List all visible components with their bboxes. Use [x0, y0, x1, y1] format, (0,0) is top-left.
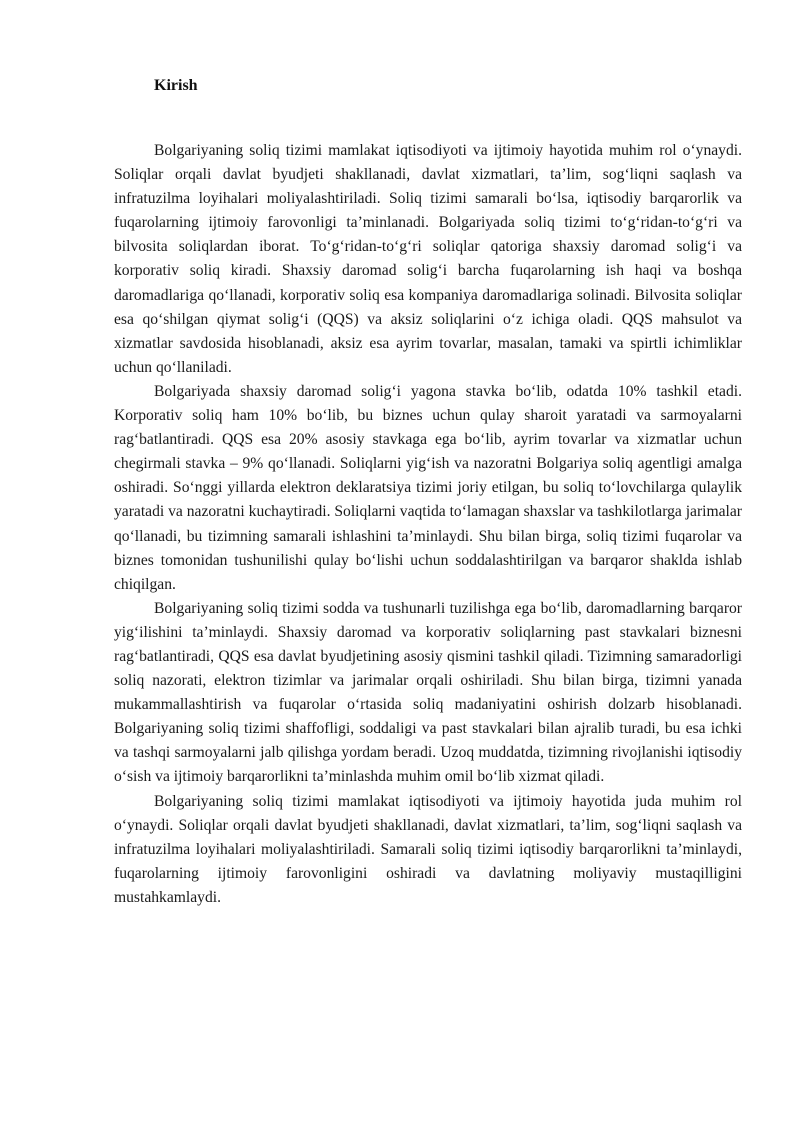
paragraph-4: Bolgariyaning soliq tizimi mamlakat iqtisodiyoti va ijtimoiy hayotida juda muhim rol o‘ynaydi. Soliqlar orqali davlat byudjeti shakllanadi, davlat xizmatlari, ta’lim, sog‘liqni saqlash va infratuzilma loyihalari moliyalashtiriladi. Samarali soliq tizimi iqtisodiy barqarorlikni ta’minlaydi, fuqarolarning ijtimoiy farovonligini oshiradi va davlatning moliyaviy mustaqilligini mustahkamlaydi. — [114, 792, 742, 906]
heading-spacer — [114, 98, 742, 139]
document-body — [114, 74, 742, 910]
paragraph-3: Bolgariyaning soliq tizimi sodda va tushunarli tuzilishga ega bo‘lib, daromadlarning barqaror yig‘ilishini ta’minlaydi. Shaxsiy daromad va korporativ soliqlarning past stavkalari biznesni rag‘batlantiradi, QQS esa davlat byudjetining asosiy qismini tashkil qiladi. Tizimning samaradorligi soliq nazorati, elektron tizimlar va jarimalar orqali oshiriladi. Shu bilan birga, tizimni yanada mukammallashtirish va fuqarolar o‘rtasida soliq madaniyatini oshirish dolzarb hisoblanadi. Bolgariyaning soliq tizimi shaffofligi, soddaligi va past stavkalari bilan ajralib turadi, bu esa ichki va tashqi sarmoyalarni jalb qilishga yordam beradi. Uzoq muddatda, tizimning rivojlanishi iqtisodiy o‘sish va ijtimoiy barqarorlikni ta’minlashda muhim omil bo‘lib xizmat qiladi. — [114, 599, 742, 786]
section-heading: Kirish — [154, 77, 198, 94]
paragraph-2: Bolgariyada shaxsiy daromad solig‘i yagona stavka bo‘lib, odatda 10% tashkil etadi. Korporativ soliq ham 10% bo‘lib, bu biznes uchun qulay sharoit yaratadi va sarmoyalarni rag‘batlantiradi. QQS esa 20% asosiy stavkaga ega bo‘lib, ayrim tovarlar va xizmatlar uchun chegirmali stavka – 9% qo‘llanadi. Soliqlarni yig‘ish va nazoratni Bolgariya soliq agentligi amalga oshiradi. So‘nggi yillarda elektron deklaratsiya tizimi joriy etilgan, bu soliq to‘lovchilarga qulaylik yaratadi va nazoratni kuchaytiradi. Soliqlarni vaqtida to‘lamagan shaxslar va tashkilotlarga jarimalar qo‘llanadi, bu tizimning samarali ishlashini ta’minlaydi. Shu bilan birga, soliq tizimi fuqarolar va biznes tomonidan tushunilishi qulay bo‘lishi uchun soddalashtirilgan va barqaror shaklda ishlab chiqilgan. — [114, 382, 742, 593]
paragraph-1: Bolgariyaning soliq tizimi mamlakat iqtisodiyoti va ijtimoiy hayotida muhim rol o‘ynaydi. Soliqlar orqali davlat byudjeti shakllanadi, davlat xizmatlari, ta’lim, sog‘liqni saqlash va infratuzilma loyihalari moliyalashtiriladi. Soliq tizimi samarali bo‘lsa, iqtisodiy barqarorlik va fuqarolarning ijtimoiy farovonligi ta’minlanadi. Bolgariyada soliq tizimi to‘g‘ridan-to‘g‘ri va bilvosita soliqlardan iborat. To‘g‘ridan-to‘g‘ri soliqlar qatoriga shaxsiy daromad solig‘i va korporativ soliq kiradi. Shaxsiy daromad solig‘i barcha fuqarolarning ish haqi va boshqa daromadlariga qo‘llanadi, korporativ soliq esa kompaniya daromadlariga solinadi. Bilvosita soliqlar esa qo‘shilgan qiymat solig‘i (QQS) va aksiz soliqlarini o‘z ichiga oladi. QQS mahsulot va xizmatlar savdosida hisoblanadi, aksiz esa ayrim tovarlar, masalan, tamaki va spirtli ichimliklar uchun qo‘llaniladi. — [114, 142, 742, 376]
